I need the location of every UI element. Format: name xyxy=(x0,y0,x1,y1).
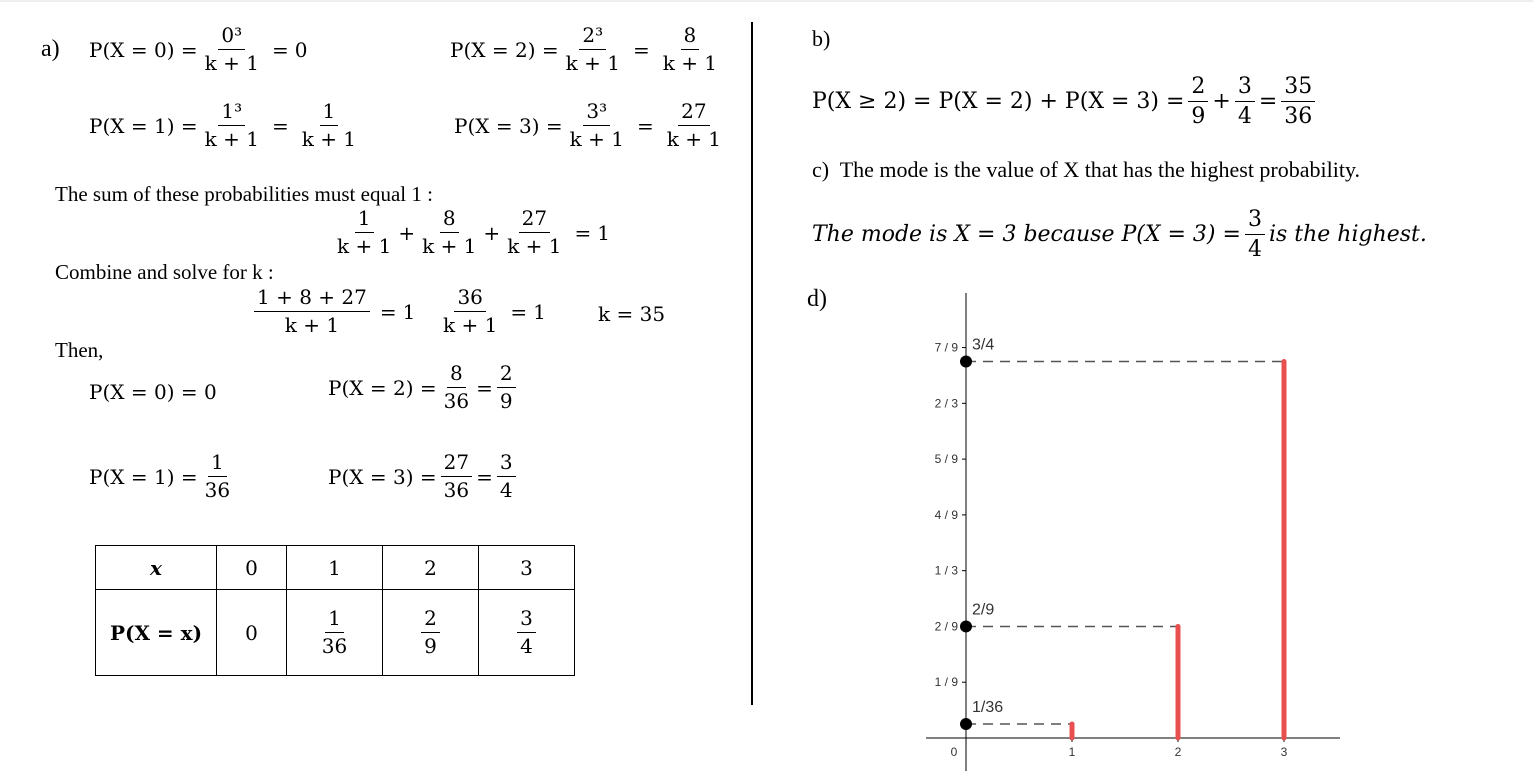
final-p2-lhs: P(X = 2) = xyxy=(328,375,437,400)
p1-den: k + 1 xyxy=(204,127,259,151)
part-b-frac-1 xyxy=(1188,74,1208,130)
table-p-den: 9 xyxy=(424,634,437,658)
p2-eq: = xyxy=(632,37,650,62)
combined-den: k + 1 xyxy=(284,313,340,337)
p2-simpl-den: k + 1 xyxy=(662,51,718,75)
eq-p2 xyxy=(450,24,724,75)
final-p2-num: 8 xyxy=(447,362,466,388)
p3-num: 3³ xyxy=(583,100,610,126)
sum-f3-num: 27 xyxy=(519,207,550,233)
p0-eq: = xyxy=(271,37,289,62)
sum-text: The sum of these probabilities must equal 1 : xyxy=(55,182,433,206)
y-tick-label: 1 / 3 xyxy=(934,563,958,578)
p3-simpl-den: k + 1 xyxy=(666,127,722,151)
frac-36-result: 1 xyxy=(533,299,546,324)
table-p-num: 3 xyxy=(517,607,536,633)
eq-p1 xyxy=(89,100,363,151)
frac-36-num: 36 xyxy=(454,286,485,312)
y-tick-label: 7 / 9 xyxy=(934,340,958,355)
p1-num: 1³ xyxy=(218,100,245,126)
part-b-label: b) xyxy=(812,26,831,51)
sum-f3-den: k + 1 xyxy=(507,234,562,258)
p2-num: 2³ xyxy=(579,24,606,50)
x-tick-label: 2 xyxy=(1174,745,1182,759)
y-tick-label: 4 / 9 xyxy=(934,507,958,522)
final-p2-den: 36 xyxy=(443,389,470,413)
part-b-result-frac xyxy=(1281,74,1315,130)
final-p3-num: 27 xyxy=(441,451,472,477)
final-p2-eq: = xyxy=(476,375,493,400)
table-p-den: 4 xyxy=(520,634,533,658)
table-p-cell xyxy=(287,590,383,676)
combined-num: 1 + 8 + 27 xyxy=(254,286,370,312)
table-p-num: 2 xyxy=(421,607,440,633)
p0-frac xyxy=(202,24,262,75)
part-c-num: 3 xyxy=(1245,207,1265,235)
table-p-cell xyxy=(383,590,479,676)
table-p-label: P(X = x) xyxy=(96,590,217,676)
p0-num: 0³ xyxy=(218,24,245,50)
final-p3-rnum: 3 xyxy=(497,451,516,477)
part-c-line xyxy=(812,157,1360,183)
frac-36 xyxy=(440,286,500,337)
point-label: 1/36 xyxy=(972,699,1004,717)
part-b-result-den: 36 xyxy=(1284,104,1313,130)
probability-table xyxy=(95,545,575,676)
part-b-f2-num: 3 xyxy=(1235,74,1255,102)
sum-eq: = xyxy=(574,220,592,245)
point-label: 3/4 xyxy=(972,336,995,354)
p2-den: k + 1 xyxy=(565,51,620,75)
combined-eq: = xyxy=(379,299,397,324)
part-b-lhs: P(X ≥ 2) = P(X = 2) + P(X = 3) = xyxy=(812,88,1185,114)
eq-part-b xyxy=(812,74,1319,130)
table-p-cell xyxy=(479,590,575,676)
part-b-f2-den: 4 xyxy=(1237,104,1252,130)
part-c-conclusion-post: is the highest. xyxy=(1268,221,1427,247)
part-a-label: a) xyxy=(41,36,60,62)
y-tick-label: 1 / 9 xyxy=(934,675,958,690)
probability-point xyxy=(960,356,972,368)
part-b-f1-den: 9 xyxy=(1191,104,1206,130)
y-tick-label: 2 / 3 xyxy=(934,396,958,411)
p3-eq: = xyxy=(636,113,654,138)
p2-frac-simpl xyxy=(660,24,720,75)
final-p1-frac xyxy=(202,451,233,502)
combined-result: 1 xyxy=(402,299,416,324)
sum-plus-1: + xyxy=(398,220,416,245)
column-divider xyxy=(751,22,753,705)
part-b-frac-2 xyxy=(1235,74,1255,130)
p2-simpl-num: 8 xyxy=(681,24,700,50)
part-b-plus: + xyxy=(1212,88,1231,114)
sum-plus-2: + xyxy=(483,220,501,245)
final-p3-frac xyxy=(441,451,472,502)
sum-f1-num: 1 xyxy=(355,207,374,233)
then-text: Then, xyxy=(55,338,104,362)
x-tick-label: 1 xyxy=(1068,745,1076,759)
p1-simpl-num: 1 xyxy=(320,100,339,126)
table-x-cell: 3 xyxy=(479,546,575,590)
part-b-eq: = xyxy=(1258,88,1278,114)
p2-frac xyxy=(563,24,623,75)
p1-lhs: P(X = 1) = xyxy=(89,113,198,138)
k-result: k = 35 xyxy=(598,302,666,326)
frac-36-eq: = xyxy=(510,299,528,324)
eq-p0 xyxy=(89,24,307,75)
part-b-f1-num: 2 xyxy=(1188,74,1208,102)
p2-lhs: P(X = 2) = xyxy=(450,37,559,62)
p1-eq: = xyxy=(271,113,289,138)
final-p3-lhs: P(X = 3) = xyxy=(328,464,437,489)
final-p0: P(X = 0) = 0 xyxy=(89,380,217,404)
part-c-conclusion-pre: The mode is X = 3 because P(X = 3) = xyxy=(812,221,1241,247)
part-c-label: c) xyxy=(812,157,830,182)
probability-point xyxy=(960,718,972,730)
final-p1-den: 36 xyxy=(204,478,231,502)
eq-p3 xyxy=(454,100,728,151)
frac-36-den: k + 1 xyxy=(443,313,498,337)
table-p-frac xyxy=(517,607,536,658)
final-p2-rfrac xyxy=(497,362,516,413)
sum-result: 1 xyxy=(597,220,611,245)
part-c-frac xyxy=(1245,207,1265,263)
table-p-frac xyxy=(319,607,350,658)
sum-frac-3 xyxy=(504,207,564,258)
part-c-conclusion xyxy=(812,207,1427,263)
point-label: 2/9 xyxy=(972,601,995,619)
table-p-frac xyxy=(421,607,440,658)
eq-36 xyxy=(436,286,546,337)
final-p3-eq: = xyxy=(476,464,493,489)
table-p-cell: 0 xyxy=(217,590,287,676)
sum-frac-2 xyxy=(419,207,479,258)
p1-simpl-den: k + 1 xyxy=(301,127,357,151)
final-p2-frac xyxy=(441,362,472,413)
p1-frac xyxy=(202,100,262,151)
p3-lhs: P(X = 3) = xyxy=(454,113,563,138)
part-c-statement: The mode is the value of X that has the highest probability. xyxy=(839,157,1361,182)
y-tick-label: 5 / 9 xyxy=(934,452,958,467)
eq-combine xyxy=(250,286,415,337)
p0-lhs: P(X = 0) = xyxy=(89,37,198,62)
final-p2 xyxy=(328,362,520,413)
eq-sum xyxy=(330,207,610,258)
table-p-den: 36 xyxy=(321,634,348,658)
final-p3-rden: 4 xyxy=(499,478,513,502)
table-x-cell: 1 xyxy=(287,546,383,590)
final-p1 xyxy=(89,451,237,502)
part-d-label: d) xyxy=(807,286,827,312)
table-p-num: 1 xyxy=(325,607,344,633)
part-b-result-num: 35 xyxy=(1281,74,1315,102)
final-p3-rfrac xyxy=(497,451,516,502)
combine-text: Combine and solve for k : xyxy=(55,260,274,284)
table-x-cell: 0 xyxy=(217,546,287,590)
sum-f2-num: 8 xyxy=(440,207,459,233)
x-tick-label: 3 xyxy=(1280,745,1288,759)
p3-frac xyxy=(567,100,627,151)
part-c-den: 4 xyxy=(1247,237,1262,263)
x-tick-label: 0 xyxy=(950,745,958,759)
final-p2-rden: 9 xyxy=(499,389,513,413)
table-header-row xyxy=(96,546,575,590)
p3-frac-simpl xyxy=(664,100,724,151)
sum-f1-den: k + 1 xyxy=(337,234,392,258)
sum-frac-1 xyxy=(334,207,394,258)
final-p2-rnum: 2 xyxy=(497,362,516,388)
y-tick-label: 2 / 9 xyxy=(934,619,958,634)
probability-point xyxy=(960,620,972,632)
p0-den: k + 1 xyxy=(204,51,259,75)
final-p1-num: 1 xyxy=(208,451,227,477)
p3-den: k + 1 xyxy=(569,127,624,151)
table-x-cell: 2 xyxy=(383,546,479,590)
top-border xyxy=(0,0,1533,2)
p0-result: 0 xyxy=(294,37,308,62)
sum-f2-den: k + 1 xyxy=(422,234,477,258)
p3-simpl-num: 27 xyxy=(678,100,709,126)
combined-frac xyxy=(254,286,370,337)
final-p3 xyxy=(328,451,520,502)
probability-chart xyxy=(900,285,1340,776)
final-p1-lhs: P(X = 1) = xyxy=(89,464,198,489)
table-prob-row xyxy=(96,590,575,676)
p1-frac-simpl xyxy=(299,100,359,151)
table-x-label: x xyxy=(96,546,217,590)
final-p3-den: 36 xyxy=(443,478,470,502)
